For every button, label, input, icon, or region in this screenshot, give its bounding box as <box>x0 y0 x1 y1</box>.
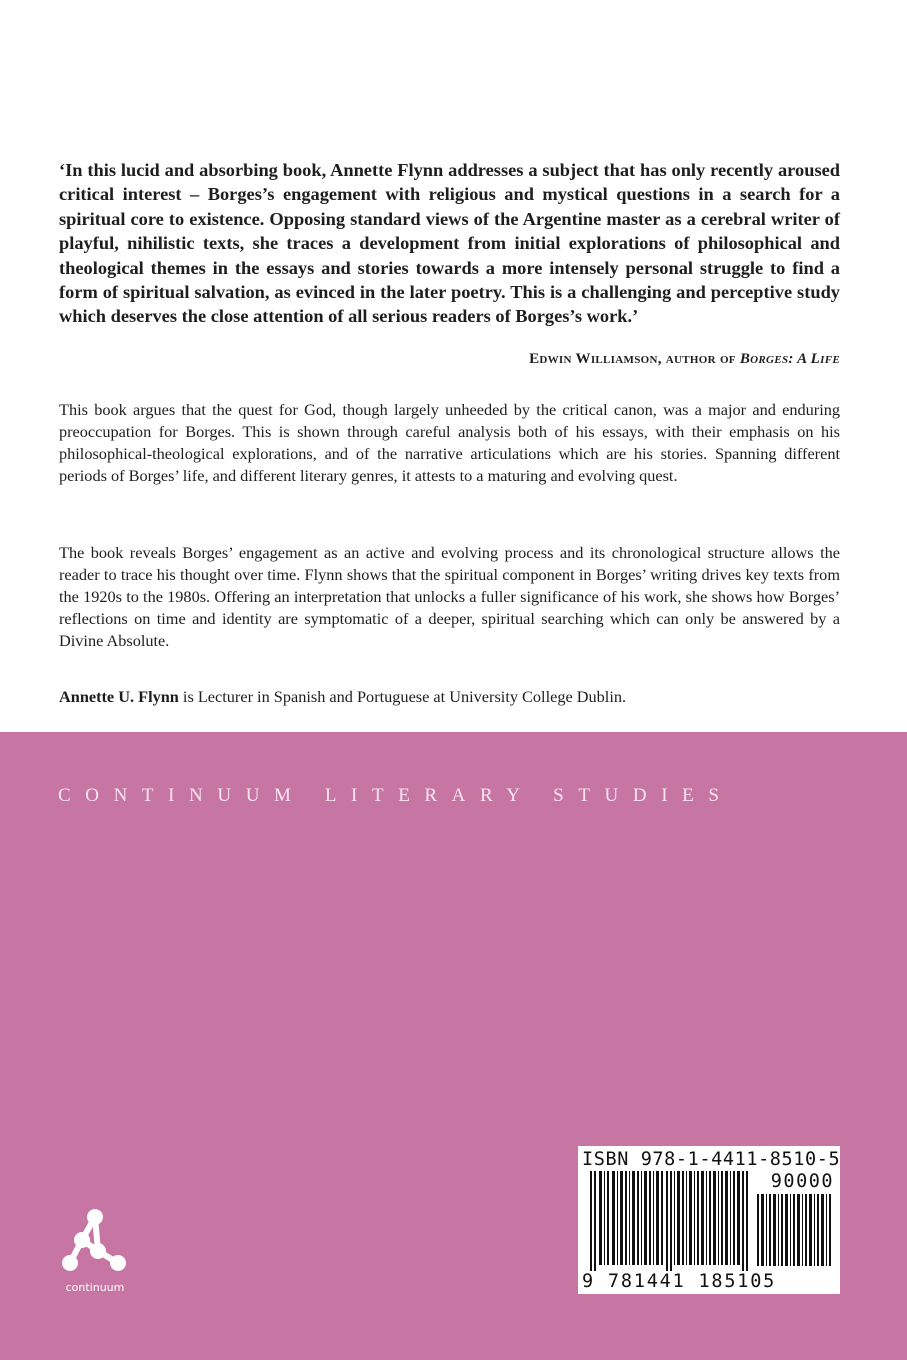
continuum-logo-icon <box>60 1205 130 1279</box>
publisher-name: continuum <box>65 1281 125 1294</box>
isbn-barcode <box>578 1146 840 1294</box>
barcode-icon <box>590 1171 750 1271</box>
publisher-logo <box>60 1205 130 1295</box>
isbn-number: ISBN 978-1-4411-8510-5 <box>582 1149 841 1170</box>
endorsement-quote: ‘In this lucid and absorbing book, Annette Flynn addresses a subject that has only recently aroused critical interest – Borges’s engagement with religious and mystical questions in a search for a spiritual core to existence. Opposing standard views of the Argentine master as a cerebral writer of playful, nihilistic texts, she traces a development from initial explorations of philosophical and theological themes in the essays and stories towards a more intensely personal struggle to find a form of spiritual salvation, as evinced in the later poetry. This is a challenging and perceptive study which deserves the close attention of all serious readers of Borges’s work.’ <box>59 160 840 327</box>
attribution-book-title: Borges: A Life <box>739 351 840 367</box>
barcode-digits: 9 781441 185105 <box>582 1271 777 1292</box>
attribution-name: Edwin Williamson, author of <box>529 351 740 367</box>
addon-barcode-icon <box>757 1194 833 1266</box>
author-name: Annette U. Flynn <box>59 687 179 706</box>
description-paragraph-2: The book reveals Borges’ engagement as an active and evolving process and its chronological structure allows the reader to trace his thought over time. Flynn shows that the spiritual component in Borges’ writing drives key texts from the 1920s to the 1980s. Offering an interpretation that unlocks a fuller significance of his work, she shows how Borges’ reflections on time and identity are symptomatic of a deeper, spiritual searching which can only be answered by a Divine Absolute. <box>59 543 840 651</box>
author-bio-text: is Lecturer in Spanish and Portuguese at University College Dublin. <box>178 687 627 706</box>
author-bio <box>59 686 840 708</box>
quote-attribution <box>529 351 840 368</box>
price-code: 90000 <box>770 1171 834 1192</box>
series-title: CONTINUUM LITERARY STUDIES <box>58 785 734 806</box>
description-paragraph-1: This book argues that the quest for God, though largely unheeded by the critical canon, was a major and enduring preoccupation for Borges. This is shown through careful analysis both of his essays, with their emphasis on his philosophical-theological explorations, and of the narrative articulations which are his stories. Spanning different periods of Borges’ life, and different literary genres, it attests to a maturing and evolving quest. <box>59 400 840 486</box>
pink-band <box>0 732 907 1360</box>
